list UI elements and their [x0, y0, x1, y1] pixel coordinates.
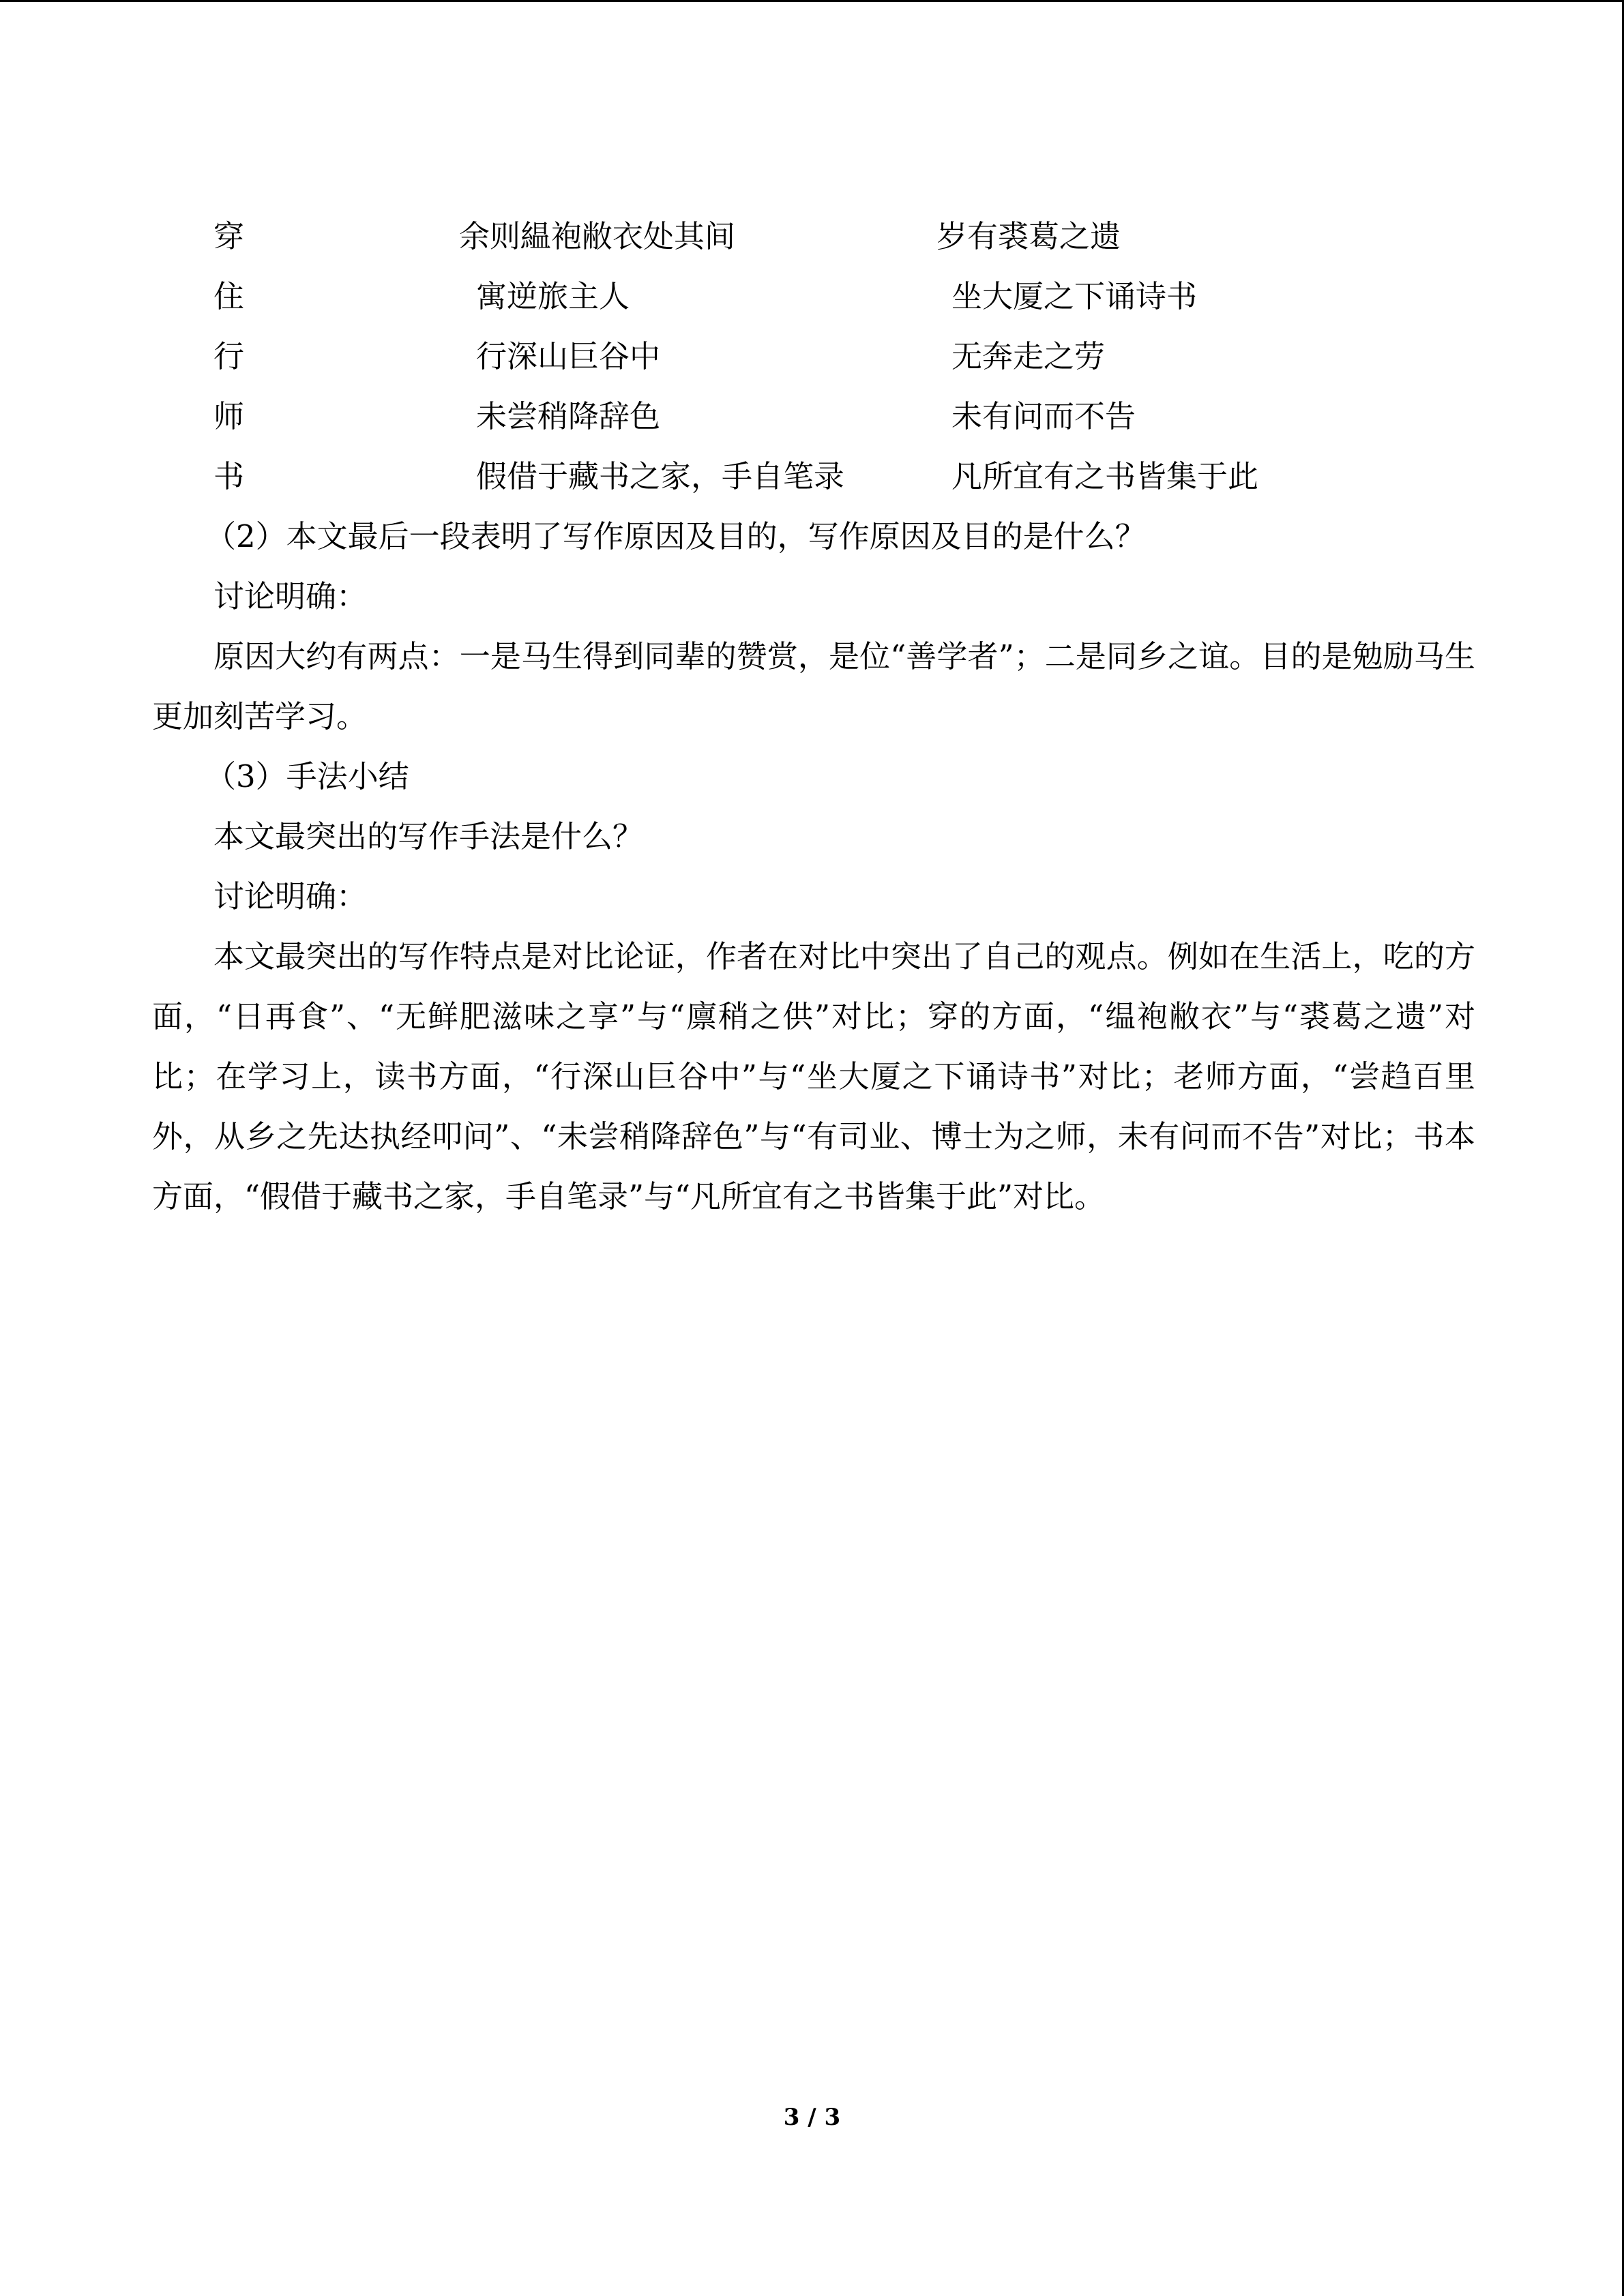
comparison-author-side: 行深山巨谷中	[476, 338, 661, 374]
comparison-author-side: 假借于藏书之家，手自笔录	[476, 458, 845, 494]
comparison-category: 书	[213, 458, 245, 494]
question-2: （2）本文最后一段表明了写作原因及目的，写作原因及目的是什么？	[205, 518, 1146, 554]
comparison-author-side: 未尝稍降辞色	[476, 398, 661, 434]
answer-paragraph: 本文最突出的写作特点是对比论证，作者在对比中突出了自己的观点。例如在生活上，吃的方面，“日再食”、“无鲜肥滋味之享”与“廪稍之供”对比；穿的方面，“缊袍敝衣”与“裘葛之遗”对比；在学习上，读书方面，“行深山巨谷中”与“坐大厦之下诵诗书”对比；老师方面，“尝趋百里外，从乡之先达执经叩问”、“未尝稍降辞色”与“有司业、博士为之师，未有问而不告”对比；书本方面，“假借于藏书之家，手自笔录”与“凡所宜有之书皆集于此”对比。	[152, 938, 1475, 1214]
comparison-student-side: 坐大厦之下诵诗书	[951, 278, 1198, 314]
question-3-heading: （3）手法小结	[205, 758, 409, 794]
comparison-student-side: 未有问而不告	[951, 398, 1136, 434]
discussion-label: 讨论明确：	[213, 578, 368, 614]
comparison-category: 行	[213, 338, 245, 374]
comparison-category: 住	[213, 278, 245, 314]
question-3-prompt: 本文最突出的写作手法是什么？	[213, 818, 644, 854]
comparison-row-housing	[152, 267, 1475, 327]
comparison-category: 师	[213, 398, 245, 434]
comparison-row-teacher	[152, 387, 1475, 447]
answer-paragraph: 原因大约有两点：一是马生得到同辈的赞赏，是位“善学者”；二是同乡之谊。目的是勉励马生更加刻苦学习。	[152, 638, 1475, 734]
comparison-row-clothing	[152, 207, 1475, 267]
comparison-row-travel	[152, 327, 1475, 387]
comparison-author-side: 寓逆旅主人	[476, 278, 630, 314]
page-number: 3 / 3	[783, 2104, 841, 2131]
comparison-author-side: 余则緼袍敝衣处其间	[459, 218, 736, 254]
discussion-label: 讨论明确：	[213, 878, 368, 914]
page-content	[152, 207, 1475, 1227]
comparison-student-side: 岁有裘葛之遗	[936, 218, 1121, 254]
comparison-row-books	[152, 447, 1475, 507]
comparison-category: 穿	[213, 218, 245, 254]
comparison-student-side: 凡所宜有之书皆集于此	[951, 458, 1259, 494]
comparison-student-side: 无奔走之劳	[951, 338, 1106, 374]
